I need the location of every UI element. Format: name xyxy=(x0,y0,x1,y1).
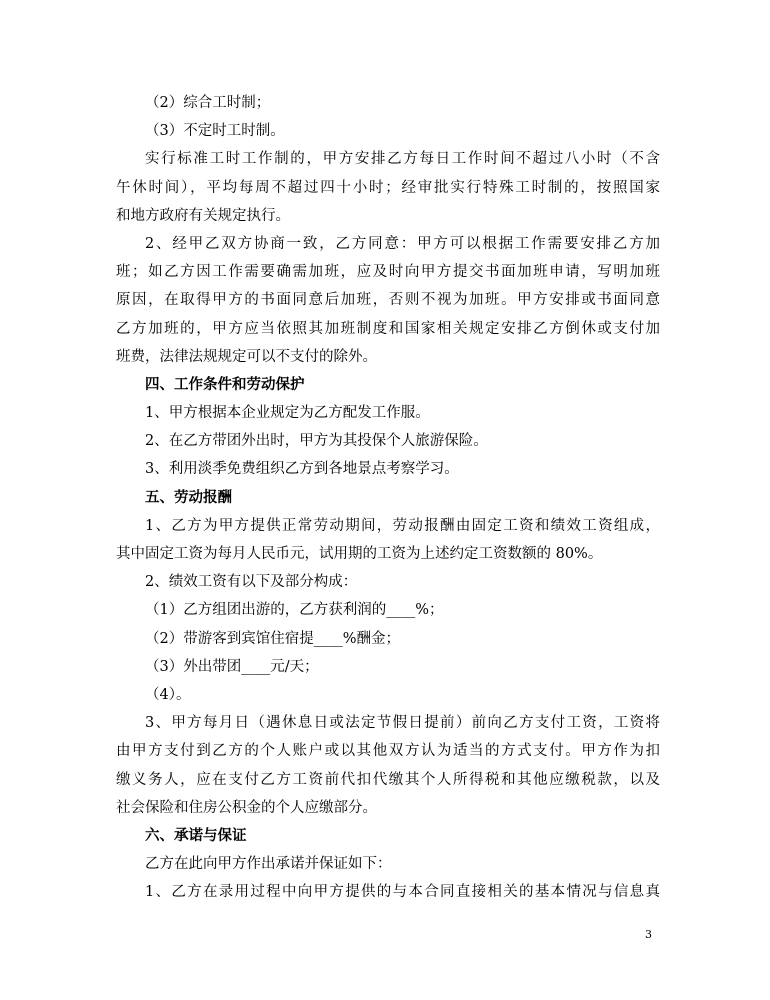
paragraph-line: 2、在乙方带团外出时，甲方为其投保个人旅游保险。 xyxy=(145,433,488,450)
paragraph-line: （1）乙方组团出游的，乙方获利润的____%； xyxy=(145,602,444,619)
paragraph-line: 班费，法律法规规定可以不支付的除外。 xyxy=(116,348,377,365)
paragraph-line: 1、乙方为甲方提供正常劳动期间，劳动报酬由固定工资和绩效工资组成， xyxy=(145,517,660,534)
paragraph-line: 实行标准工时工作制的，甲方安排乙方每日工作时间不超过八小时（不含 xyxy=(145,151,660,168)
paragraph-line: 1、乙方在录用过程中向甲方提供的与本合同直接相关的基本情况与信息真 xyxy=(145,884,660,901)
paragraph-line: 2、经甲乙双方协商一致，乙方同意：甲方可以根据工作需要安排乙方加 xyxy=(145,235,660,252)
paragraph-line: 午休时间），平均每周不超过四十小时；经审批实行特殊工时制的，按照国家 xyxy=(116,179,660,196)
paragraph-line: 乙方在此向甲方作出承诺并保证如下： xyxy=(145,856,392,873)
paragraph-line: （3）不定时工时制。 xyxy=(145,123,285,140)
section-heading: 五、劳动报酬 xyxy=(145,488,232,506)
paragraph-line: 和地方政府有关规定执行。 xyxy=(116,207,290,224)
paragraph-line: （3）外出带团____元/天； xyxy=(145,658,319,675)
paragraph-line: 其中固定工资为每月人民币元，试用期的工资为上述约定工资数额的 80%。 xyxy=(116,546,603,562)
paragraph-line: （4）。 xyxy=(145,686,191,703)
paragraph-line: 3、利用淡季免费组织乙方到各地景点考察学习。 xyxy=(145,461,459,478)
paragraph-line: 缴义务人，应在支付乙方工资前代扣代缴其个人所得税和其他应缴税款，以及 xyxy=(116,771,660,788)
paragraph-line: （2）带游客到宾馆住宿提____%酬金； xyxy=(145,630,401,647)
paragraph-line: 由甲方支付到乙方的个人账户或以其他双方认为适当的方式支付。甲方作为扣 xyxy=(116,743,660,760)
paragraph-line: 班；如乙方因工作需要确需加班，应及时向甲方提交书面加班申请，写明加班 xyxy=(116,264,660,281)
section-heading: 四、工作条件和劳动保护 xyxy=(145,375,305,393)
paragraph-line: 社会保险和住房公积金的个人应缴部分。 xyxy=(116,799,377,816)
paragraph-line: 1、甲方根据本企业规定为乙方配发工作服。 xyxy=(145,405,430,422)
paragraph-line: 原因，在取得甲方的书面同意后加班，否则不视为加班。甲方安排或书面同意 xyxy=(116,292,660,309)
paragraph-line: 2、绩效工资有以下及部分构成： xyxy=(145,574,358,591)
paragraph-line: （2）综合工时制； xyxy=(145,95,271,111)
paragraph-line: 3、甲方每月日（遇休息日或法定节假日提前）前向乙方支付工资，工资将 xyxy=(145,715,660,732)
page-number: 3 xyxy=(645,928,652,941)
section-heading: 六、承诺与保证 xyxy=(145,826,247,844)
paragraph-line: 乙方加班的，甲方应当依照其加班制度和国家相关规定安排乙方倒休或支付加 xyxy=(116,320,660,337)
document-body xyxy=(116,89,660,906)
